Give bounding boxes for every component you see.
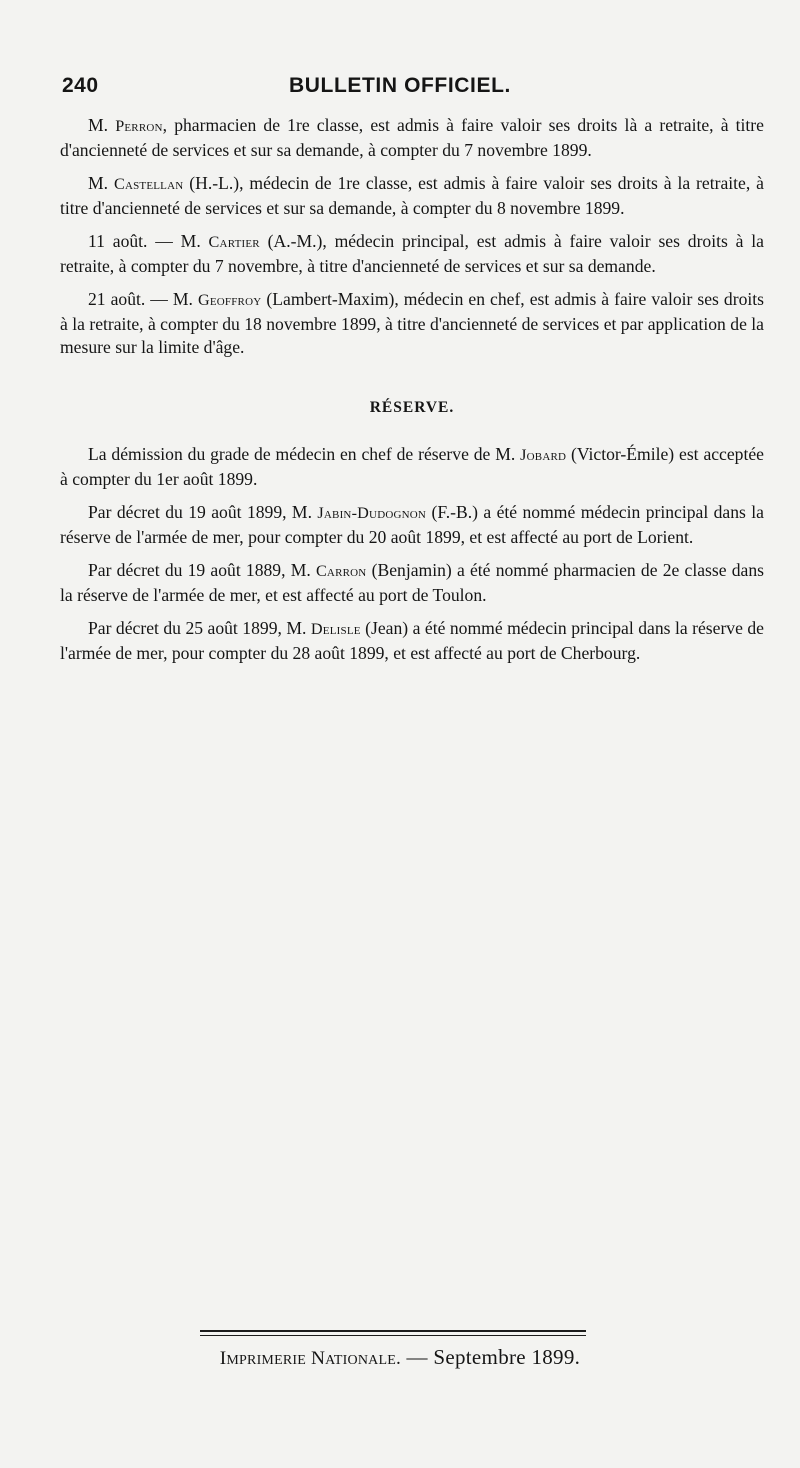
paragraph-prefix: M.	[88, 115, 116, 135]
person-name: Carron	[315, 562, 367, 580]
paragraph-jabin-dudognon	[60, 501, 764, 549]
paragraph-prefix: M.	[88, 173, 114, 193]
paragraph-carron	[60, 559, 764, 607]
page-header	[60, 74, 740, 104]
person-name: Jobard	[520, 446, 567, 464]
paragraph-prefix: Par décret du 25 août 1899, M.	[88, 618, 311, 638]
person-name: Jabin-Dudognon	[317, 504, 427, 522]
paragraph-text: (Victor-Émile) est acceptée à compter du 1er août 1899.	[60, 444, 764, 489]
paragraph-text: (F.-B.) a été nommé médecin principal dans la réserve de l'armée de mer, pour compter du 20 août 1899, et est affecté au port de Lorient.	[60, 502, 764, 547]
paragraph-text: (H.-L.), médecin de 1re classe, est admis à faire valoir ses droits à la retraite, à titre d'ancienneté de services et sur sa demande, à compter du 8 novembre 1899.	[60, 173, 764, 218]
body-text	[60, 114, 764, 675]
paragraph-castellan	[60, 172, 764, 220]
colophon-rule	[200, 1330, 586, 1334]
paragraph-geoffroy	[60, 288, 764, 360]
paragraph-delisle	[60, 617, 764, 665]
page-number: 240	[62, 74, 99, 97]
section-heading: RÉSERVE.	[369, 398, 455, 416]
paragraph-jobard	[60, 443, 764, 491]
colophon-date: — Septembre 1899.	[401, 1345, 581, 1369]
paragraph-prefix: La démission du grade de médecin en chef de réserve de M.	[88, 444, 521, 464]
colophon	[160, 1345, 640, 1370]
paragraph-perron	[60, 114, 764, 162]
printer-name: Imprimerie Nationale.	[219, 1348, 401, 1369]
paragraph-prefix: 21 août. — M.	[88, 289, 198, 309]
paragraph-cartier	[60, 230, 764, 278]
paragraph-prefix: 11 août. — M.	[88, 231, 209, 251]
person-name: Delisle	[310, 620, 361, 638]
paragraph-prefix: Par décret du 19 août 1889, M.	[88, 560, 316, 580]
paragraph-prefix: Par décret du 19 août 1899, M.	[88, 502, 318, 522]
running-title: BULLETIN OFFICIEL.	[289, 74, 511, 97]
paragraph-text: , pharmacien de 1re classe, est admis à faire valoir ses droits là a retraite, à titre d'ancienneté de services et sur sa demande, à compter du 7 novembre 1899.	[60, 115, 764, 160]
paragraph-text: (Benjamin) a été nommé pharmacien de 2e classe dans la réserve de l'armée de mer, et est affecté au port de Toulon.	[60, 560, 764, 605]
person-name: Geoffroy	[197, 291, 262, 309]
person-name: Cartier	[208, 233, 260, 251]
person-name: Perron	[115, 117, 163, 135]
person-name: Castellan	[113, 175, 184, 193]
paragraph-text: (Jean) a été nommé médecin principal dans la réserve de l'armée de mer, pour compter du 28 août 1899, et est affecté au port de Cherbourg.	[60, 618, 764, 663]
paragraph-text: (A.-M.), médecin principal, est admis à faire valoir ses droits à la retraite, à compter du 7 novembre, à titre d'ancienneté de services et sur sa demande.	[60, 231, 764, 276]
paragraph-text: (Lambert-Maxim), médecin en chef, est admis à faire valoir ses droits à la retraite, à compter du 18 novembre 1899, à titre d'ancienneté de services et par application de la mesure sur la limite d'âge.	[60, 289, 764, 357]
